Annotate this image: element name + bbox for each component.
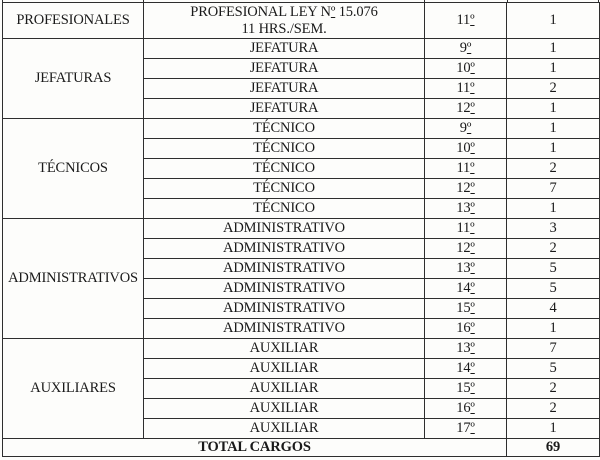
grade-cell: 13º — [425, 199, 507, 219]
position-cell: JEFATURA — [144, 79, 425, 99]
ordinal-indicator: º — [470, 300, 475, 317]
ordinal-indicator: º — [470, 180, 475, 197]
ordinal-indicator: º — [470, 100, 475, 117]
position-cell: TÉCNICO — [144, 119, 425, 139]
count-cell: 1 — [507, 419, 600, 439]
category-cell: JEFATURAS — [3, 39, 144, 119]
ordinal-indicator: º — [470, 160, 475, 177]
ordinal-indicator: º — [470, 340, 475, 357]
table-row — [3, 219, 600, 239]
ordinal-indicator: º — [466, 120, 472, 137]
ordinal-indicator: º — [330, 3, 336, 20]
count-cell: 1 — [507, 319, 600, 339]
position-cell: ADMINISTRATIVO — [144, 219, 425, 239]
count-cell: 1 — [507, 139, 600, 159]
grade-cell: 13º — [425, 339, 507, 359]
count-cell: 2 — [507, 379, 600, 399]
position-cell: ADMINISTRATIVO — [144, 259, 425, 279]
position-cell: PROFESIONAL LEY Nº 15.076 11 HRS./SEM. — [144, 3, 425, 39]
count-cell: 7 — [507, 179, 600, 199]
count-cell: 2 — [507, 159, 600, 179]
position-cell: ADMINISTRATIVO — [144, 279, 425, 299]
grade-cell: 15º — [425, 299, 507, 319]
grade-cell: 14º — [425, 279, 507, 299]
position-cell: ADMINISTRATIVO — [144, 299, 425, 319]
position-cell: AUXILIAR — [144, 359, 425, 379]
count-cell: 5 — [507, 279, 600, 299]
grade-cell: 16º — [425, 319, 507, 339]
ordinal-indicator: º — [470, 280, 475, 297]
category-cell: PROFESIONALES — [3, 3, 144, 39]
position-cell: AUXILIAR — [144, 339, 425, 359]
ordinal-indicator: º — [470, 420, 475, 437]
position-cell: TÉCNICO — [144, 159, 425, 179]
table-row — [3, 339, 600, 359]
grade-cell: 17º — [425, 419, 507, 439]
cargos-table-body — [3, 3, 600, 457]
table-row — [3, 3, 600, 39]
ordinal-indicator: º — [470, 360, 475, 377]
category-cell: AUXILIARES — [3, 339, 144, 439]
count-cell: 1 — [507, 3, 600, 39]
ordinal-indicator: º — [470, 380, 475, 397]
grade-cell: 16º — [425, 399, 507, 419]
count-cell: 5 — [507, 259, 600, 279]
ordinal-indicator: º — [470, 260, 475, 277]
grade-cell: 9º — [425, 119, 507, 139]
count-cell: 4 — [507, 299, 600, 319]
count-cell: 1 — [507, 119, 600, 139]
grade-cell: 12º — [425, 99, 507, 119]
count-cell: 1 — [507, 199, 600, 219]
grade-cell: 14º — [425, 359, 507, 379]
count-cell: 2 — [507, 239, 600, 259]
total-row — [3, 439, 600, 457]
ordinal-indicator: º — [470, 12, 475, 29]
grade-cell: 11º — [425, 219, 507, 239]
ordinal-indicator: º — [470, 80, 475, 97]
ordinal-indicator: º — [470, 60, 475, 77]
ordinal-indicator: º — [470, 200, 475, 217]
count-cell: 5 — [507, 359, 600, 379]
position-cell: TÉCNICO — [144, 199, 425, 219]
ordinal-indicator: º — [466, 40, 472, 57]
grade-cell: 11º — [425, 79, 507, 99]
ordinal-indicator: º — [470, 220, 475, 237]
table-row — [3, 119, 600, 139]
grade-cell: 9º — [425, 39, 507, 59]
position-cell: TÉCNICO — [144, 179, 425, 199]
count-cell: 1 — [507, 59, 600, 79]
category-cell: ADMINISTRATIVOS — [3, 219, 144, 339]
table-row — [3, 39, 600, 59]
ordinal-indicator: º — [470, 240, 475, 257]
position-cell: ADMINISTRATIVO — [144, 239, 425, 259]
grade-cell: 13º — [425, 259, 507, 279]
total-label-cell: TOTAL CARGOS — [3, 439, 507, 457]
cargos-table — [2, 2, 600, 457]
count-cell: 2 — [507, 79, 600, 99]
total-count-cell: 69 — [507, 439, 600, 457]
position-cell: AUXILIAR — [144, 379, 425, 399]
grade-cell: 12º — [425, 239, 507, 259]
position-cell: ADMINISTRATIVO — [144, 319, 425, 339]
position-cell: TÉCNICO — [144, 139, 425, 159]
grade-cell: 15º — [425, 379, 507, 399]
category-cell: TÉCNICOS — [3, 119, 144, 219]
grade-cell: 11º — [425, 3, 507, 39]
count-cell: 2 — [507, 399, 600, 419]
position-cell: JEFATURA — [144, 39, 425, 59]
ordinal-indicator: º — [470, 140, 475, 157]
count-cell: 1 — [507, 39, 600, 59]
ordinal-indicator: º — [470, 320, 475, 337]
position-cell: JEFATURA — [144, 99, 425, 119]
grade-cell: 12º — [425, 179, 507, 199]
position-cell: AUXILIAR — [144, 399, 425, 419]
count-cell: 3 — [507, 219, 600, 239]
count-cell: 7 — [507, 339, 600, 359]
grade-cell: 10º — [425, 139, 507, 159]
count-cell: 1 — [507, 99, 600, 119]
position-cell: JEFATURA — [144, 59, 425, 79]
grade-cell: 11º — [425, 159, 507, 179]
position-cell: AUXILIAR — [144, 419, 425, 439]
ordinal-indicator: º — [470, 400, 475, 417]
grade-cell: 10º — [425, 59, 507, 79]
